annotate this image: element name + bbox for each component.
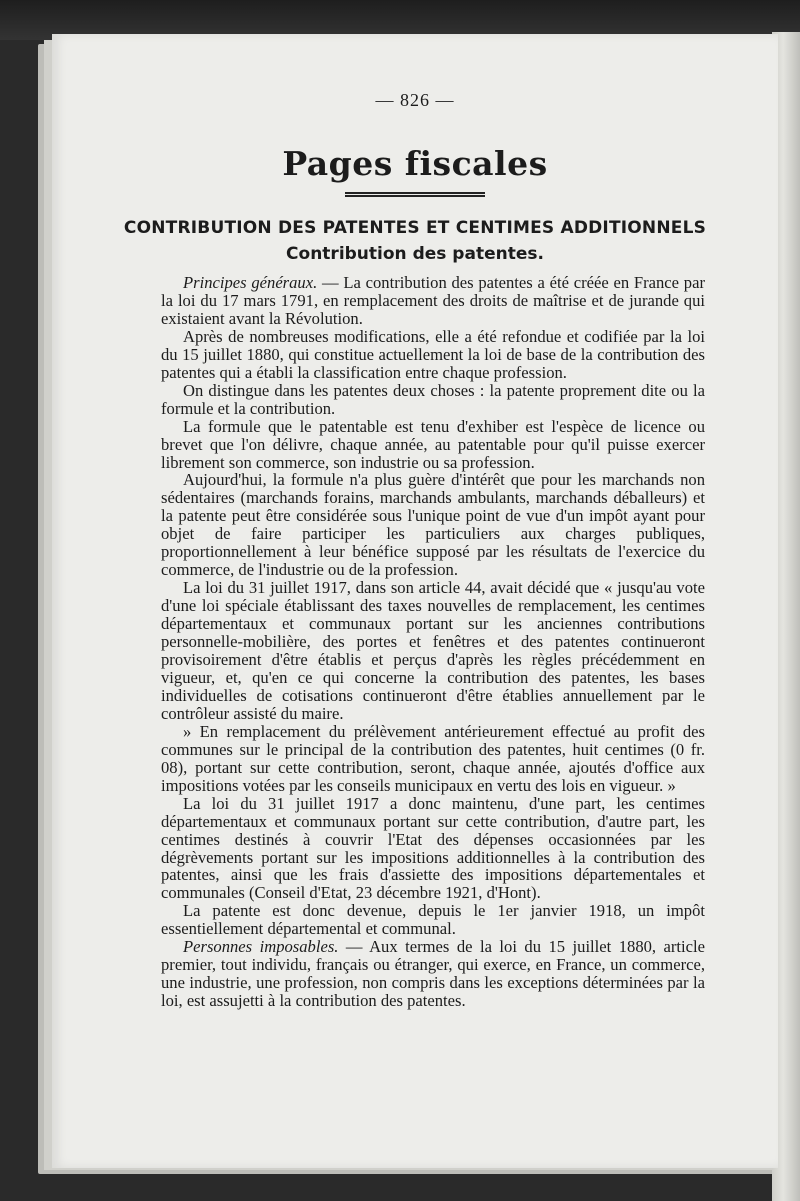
paragraph-text: La formule que le patentable est tenu d'exhiber est l'espèce de licence ou brevet que l'on délivre, chaque année, au patentable pour qu'il puisse exercer librement son commerce, son industrie ou sa profession. <box>161 416 705 472</box>
page-title: Pages fiscales <box>282 144 548 183</box>
paragraph-lead: Principes généraux. <box>183 273 318 292</box>
paragraph <box>161 274 705 328</box>
body-text <box>161 274 705 1010</box>
sub-heading: Contribution des patentes. <box>286 244 544 264</box>
paragraph-text: La patente est donc devenue, depuis le 1er janvier 1918, un impôt essentiellement départemental et communal. <box>161 901 705 939</box>
paragraph-text: » En remplacement du prélèvement antérieurement effectué au profit des communes sur le principal de la contribution des patentes, huit centimes (0 fr. 08), portant sur cette contribution, seront, chaque année, ajoutés d'office aux impositions votées par les conseils municipaux en vertu des lois en vigueur. » <box>161 721 705 795</box>
paragraph <box>161 328 705 382</box>
paragraph-text: — Aux termes de la loi du 15 juillet 1880, article premier, tout individu, français ou étranger, qui exerce, en France, un commerce, une industrie, une profession, non compris dans les exceptions déterminées par la loi, est assujetti à la contribution des patentes. <box>161 937 705 1011</box>
paragraph <box>161 723 705 795</box>
paragraph <box>161 938 705 1010</box>
paragraph <box>161 471 705 579</box>
paragraph <box>161 579 705 723</box>
paragraph-text: La loi du 31 juillet 1917 a donc maintenu, d'une part, les centimes départementaux et communaux portant sur cette contribution, d'autre part, les centimes destinés à couvrir l'Etat des dépenses occasionnées par les dégrèvements portant sur les impositions additionnelles à la contribution des patentes, ainsi que les frais d'assiette des impositions départementales et communales (Conseil d'Etat, 23 décembre 1921, d'Hont). <box>161 793 705 903</box>
section-heading: CONTRIBUTION DES PATENTES ET CENTIMES ADDITIONNELS <box>123 218 707 238</box>
page-number: — 826 — <box>375 90 455 110</box>
paragraph <box>161 382 705 418</box>
paragraph <box>161 902 705 938</box>
paragraph <box>161 795 705 903</box>
paragraph <box>161 418 705 472</box>
paragraph-text: — La contribution des patentes a été créée en France par la loi du 17 mars 1791, en remplacement des droits de maîtrise et de jurande qui existaient avant la Révolution. <box>161 273 705 328</box>
paragraph-text: Après de nombreuses modifications, elle a été refondue et codifiée par la loi du 15 juillet 1880, qui constitue actuellement la loi de base de la contribution des patentes qui a établi la classification entre chaque profession. <box>161 326 705 382</box>
paragraph-text: La loi du 31 juillet 1917, dans son article 44, avait décidé que « jusqu'au vote d'une loi spéciale établissant des taxes nouvelles de remplacement, les centimes départementaux et communaux portant sur les anciennes contributions personnelle-mobilière, des portes et fenêtres et des patentes continueront provisoirement d'être établis et perçus d'après les règles précédemment en vigueur, et, qu'en ce qui concerne la contribution des patentes, les bases individuelles de cotisations continueront d'être établies annuellement par le contrôleur assisté du maire. <box>161 578 705 723</box>
document-page <box>52 34 778 1168</box>
title-double-rule <box>345 192 485 197</box>
paragraph-text: Aujourd'hui, la formule n'a plus guère d'intérêt que pour les marchands non sédentaires (marchands forains, marchands ambulants, marchands déballeurs) et la patente peut être considérée sous l'unique point de vue d'un impôt ayant pour objet de faire participer les particuliers aux charges publiques, proportionnellement à leur bénéfice supposé par les résultats de l'exercice du commerce, de l'industrie ou de la profession. <box>161 470 705 580</box>
paragraph-lead: Personnes imposables. <box>183 937 339 957</box>
paragraph-text: On distingue dans les patentes deux choses : la patente proprement dite ou la formule et la contribution. <box>161 380 705 418</box>
